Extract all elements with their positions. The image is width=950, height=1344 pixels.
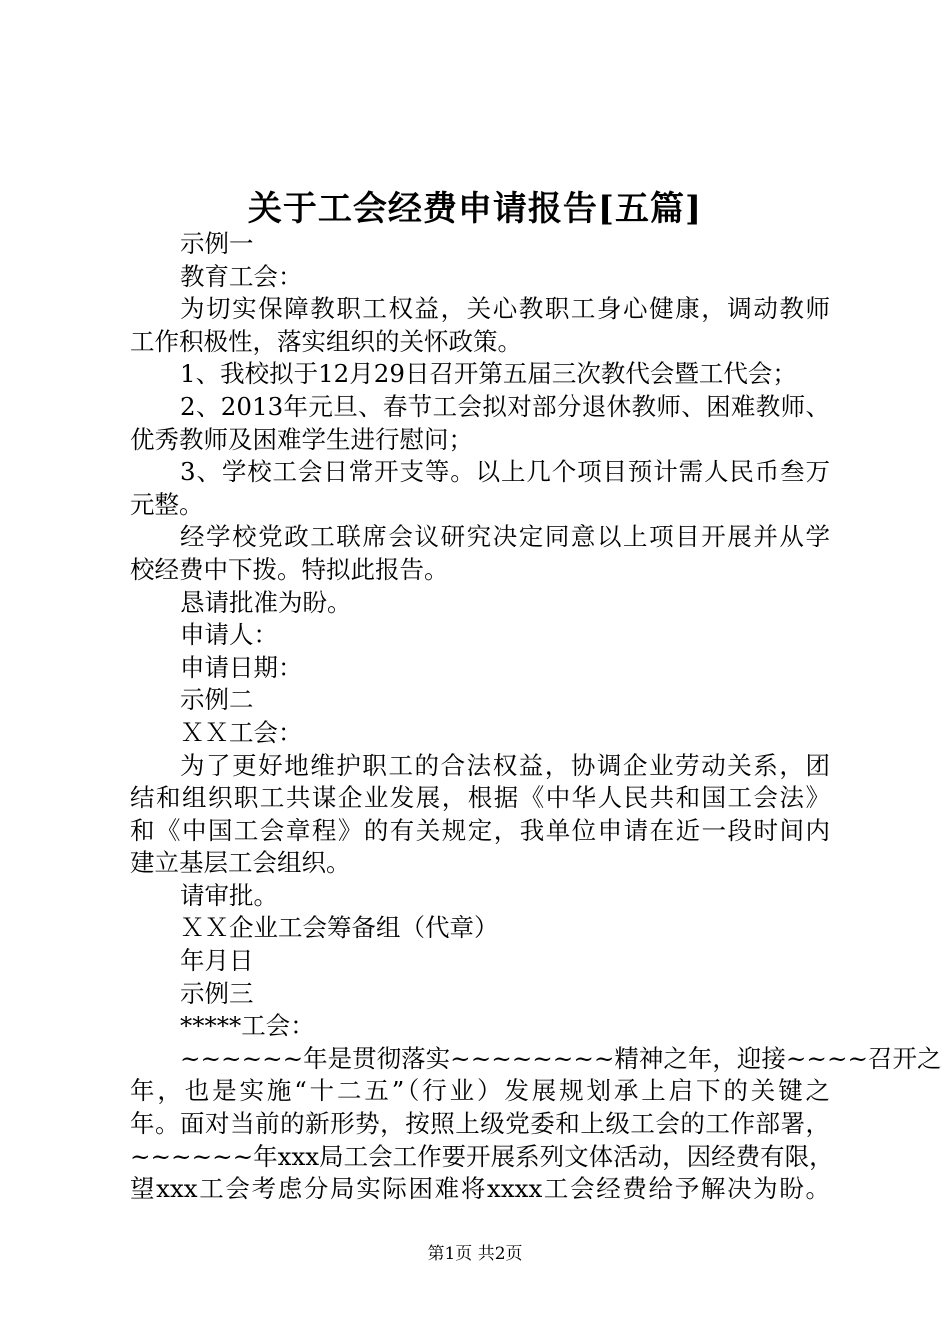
body-line: 请审批。 (180, 880, 278, 910)
body-line: ＸＸ工会： (180, 717, 303, 747)
body-line: 示例一 (180, 229, 254, 258)
document-title: 关于工会经费申请报告[五篇] (247, 189, 703, 229)
body-line: 望xxx工会考虑分局实际困难将xxxx工会经费给予解决为盼。 (130, 1174, 830, 1204)
body-line: 校经费中下拨。特拟此报告。 (130, 554, 449, 584)
body-line: 教育工会： (180, 261, 303, 291)
body-line: 建立基层工会组织。 (130, 848, 351, 878)
body-line: 为切实保障教职工权益，关心教职工身心健康，调动教师 (180, 294, 830, 324)
body-line: ~~~~~~年是贯彻落实~~~~~~~~精神之年，迎接~~~~召开之 (180, 1043, 942, 1073)
body-line: 为了更好地维护职工的合法权益，协调企业劳动关系，团 (180, 750, 830, 780)
body-line: 1、我校拟于12月29日召开第五届三次教代会暨工代会； (180, 359, 797, 389)
body-line: 示例三 (180, 978, 254, 1008)
body-line: 恳请批准为盼。 (180, 587, 352, 617)
body-line: 年，也是实施“十二五”（行业）发展规划承上启下的关键之 (130, 1076, 830, 1106)
body-line: 优秀教师及困难学生进行慰问； (130, 424, 473, 454)
body-line: 年月日 (180, 946, 254, 976)
body-line: 经学校党政工联席会议研究决定同意以上项目开展并从学 (180, 522, 830, 552)
body-line: 年。面对当前的新形势，按照上级党委和上级工会的工作部署， (130, 1109, 830, 1139)
document-body (130, 228, 942, 1206)
body-line: 结和组织职工共谋企业发展，根据《中华人民共和国工会法》 (130, 783, 830, 813)
body-line: 2、2013年元旦、春节工会拟对部分退休教师、困难教师、 (180, 391, 830, 421)
body-line: 3、学校工会日常开支等。以上几个项目预计需人民币叁万 (180, 457, 830, 487)
body-line: 元整。 (130, 489, 204, 519)
body-line: 申请人： (180, 620, 278, 650)
body-line: 工作积极性，落实组织的关怀政策。 (130, 326, 522, 356)
body-line: *****工会： (180, 1011, 315, 1041)
body-line: ~~~~~~年xxx局工会工作要开展系列文体活动，因经费有限， (130, 1141, 834, 1171)
page-footer: 第1页 共2页 (427, 1244, 523, 1264)
body-line: ＸＸ企业工会筹备组（代章） (180, 913, 499, 943)
body-line: 申请日期： (180, 652, 303, 682)
body-line: 和《中国工会章程》的有关规定，我单位申请在近一段时间内 (130, 815, 830, 845)
body-line: 示例二 (180, 685, 254, 715)
